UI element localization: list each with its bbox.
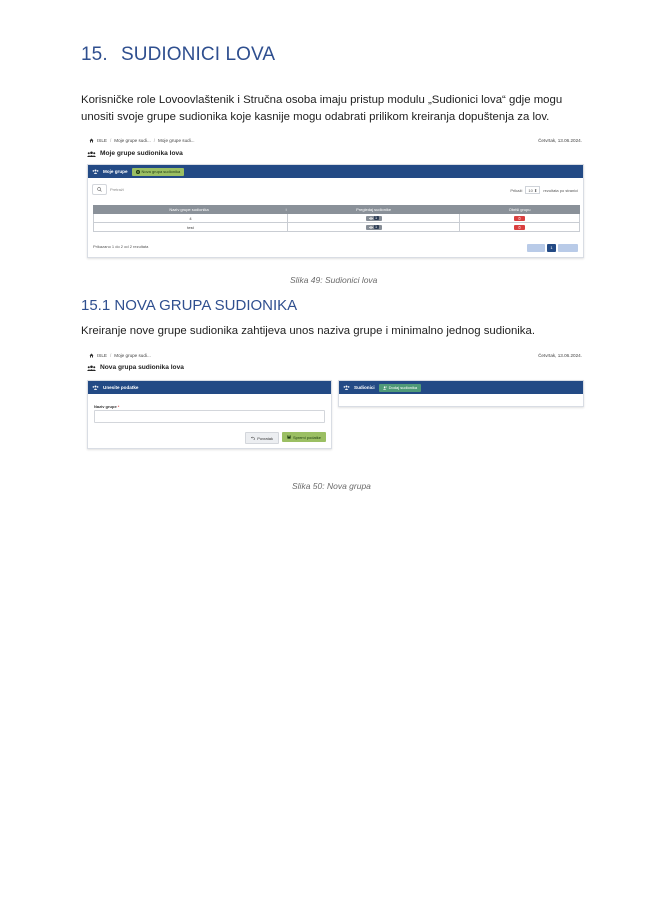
section-number: 15.	[81, 44, 108, 65]
panel-title: Unesite podatke	[103, 385, 139, 390]
home-icon[interactable]	[89, 138, 94, 143]
pagination-prev-button[interactable]	[527, 244, 545, 252]
users-icon	[92, 385, 99, 390]
form-actions	[245, 432, 326, 444]
breadcrumb-item-root[interactable]: ISLE	[97, 353, 107, 358]
users-icon	[87, 365, 96, 371]
participant-count: 1	[375, 225, 378, 229]
home-icon[interactable]	[89, 353, 94, 358]
save-button[interactable]	[282, 432, 326, 442]
trash-icon	[518, 217, 521, 220]
per-page-prefix: Prikaži	[510, 187, 523, 193]
breadcrumb: ISLE / Moje grupe sudi... / Moje grupe sudi...	[89, 138, 195, 143]
save-button-label: Spremi podatke	[292, 434, 321, 440]
table-row	[94, 214, 580, 223]
breadcrumb-item[interactable]: Moje grupe sudi...	[114, 138, 151, 143]
breadcrumb: ISLE / Moje grupe sudi...	[89, 353, 151, 358]
page-title	[87, 364, 184, 371]
new-group-button[interactable]	[132, 168, 185, 176]
figure-caption: Slika 49: Sudionici lova	[290, 275, 378, 285]
current-date: Četvrtak, 13.06.2024.	[538, 353, 582, 358]
users-icon	[92, 169, 99, 174]
per-page-select[interactable]: 10 ⬍	[525, 186, 540, 194]
section-title: SUDIONICI LOVA	[121, 44, 276, 65]
group-name: test	[94, 223, 288, 232]
search-button[interactable]	[92, 184, 107, 195]
page-title-text: Moje grupe sudionika lova	[100, 150, 183, 157]
required-marker: *	[117, 404, 120, 409]
figure-nova-grupa	[87, 350, 584, 450]
participant-count: 1	[375, 216, 378, 220]
trash-icon	[518, 226, 521, 229]
pagination	[527, 244, 578, 252]
eye-icon	[369, 226, 373, 229]
groups-table	[93, 205, 580, 232]
subsection-title: 15.1 NOVA GRUPA SUDIONIKA	[81, 297, 298, 314]
current-date: Četvrtak, 13.06.2024.	[538, 138, 582, 143]
delete-group-button[interactable]	[514, 225, 525, 230]
section-heading	[81, 44, 275, 66]
delete-group-button[interactable]	[514, 216, 525, 221]
panel-header	[88, 381, 331, 394]
view-participants-button[interactable]	[366, 216, 382, 221]
group-form-panel	[87, 380, 332, 449]
column-header-name[interactable]: Naziv grupe sudionika	[94, 206, 285, 214]
plus-circle-icon	[136, 170, 140, 174]
search-input[interactable]: Pretraži	[110, 187, 124, 192]
panel-header	[339, 381, 583, 394]
group-name: 4	[94, 214, 288, 223]
figure-sudionici-lova	[87, 135, 584, 259]
table-row	[94, 223, 580, 232]
column-header-view: Pregledaj sudionike	[288, 206, 460, 214]
back-button-label: Povratak	[257, 435, 273, 441]
save-icon	[287, 435, 291, 439]
view-participants-button[interactable]	[366, 225, 382, 230]
sort-icon[interactable]: ↕	[285, 207, 287, 212]
eye-icon	[369, 217, 373, 220]
figure-caption: Slika 50: Nova grupa	[292, 481, 371, 491]
subsection-intro: Kreiranje nove grupe sudionika zahtijeva unos naziva grupe i minimalno jednog sudionika.	[81, 325, 536, 337]
per-page-suffix: rezultata po stranici	[543, 187, 578, 193]
undo-icon	[251, 436, 255, 440]
panel-header	[88, 165, 583, 178]
participants-panel	[338, 380, 584, 407]
column-header-delete: Obriši grupu	[460, 206, 580, 214]
page-title	[87, 150, 183, 157]
groups-panel	[87, 164, 584, 258]
add-participant-button-label: Dodaj sudionika	[388, 385, 418, 390]
breadcrumb-item-current: Moje grupe sudi...	[114, 353, 151, 358]
breadcrumb-item-root[interactable]: ISLE	[97, 138, 107, 143]
add-participant-button[interactable]	[379, 384, 421, 392]
per-page-control	[510, 186, 578, 194]
breadcrumb-item-current: Moje grupe sudi...	[158, 138, 195, 143]
group-name-input[interactable]	[94, 410, 325, 423]
section-intro: Korisničke role Lovoovlaštenik i Stručna osoba imaju pristup modulu „Sudionici lova“ gdje mogu unositi svoje grupe sudionika koje kasnije mogu odabrati prilikom kreiranja dopuštenja za lov.	[81, 94, 563, 123]
search-icon	[97, 187, 102, 192]
pagination-page-button[interactable]: 1	[547, 244, 556, 252]
new-group-button-label: Nova grupa sudionika	[141, 169, 181, 174]
users-icon	[87, 151, 96, 157]
page-title-text: Nova grupa sudionika lova	[100, 364, 184, 371]
back-button[interactable]	[245, 432, 279, 444]
tab-moje-grupe[interactable]: Moje grupe	[103, 169, 128, 174]
group-name-label: Naziv grupe *	[94, 404, 120, 409]
user-plus-icon	[383, 386, 387, 390]
pagination-info: Prikazano 1 do 2 od 2 rezultata	[93, 244, 149, 249]
pagination-next-button[interactable]	[558, 244, 578, 252]
users-icon	[343, 385, 350, 390]
panel-title: Sudionici	[354, 385, 375, 390]
